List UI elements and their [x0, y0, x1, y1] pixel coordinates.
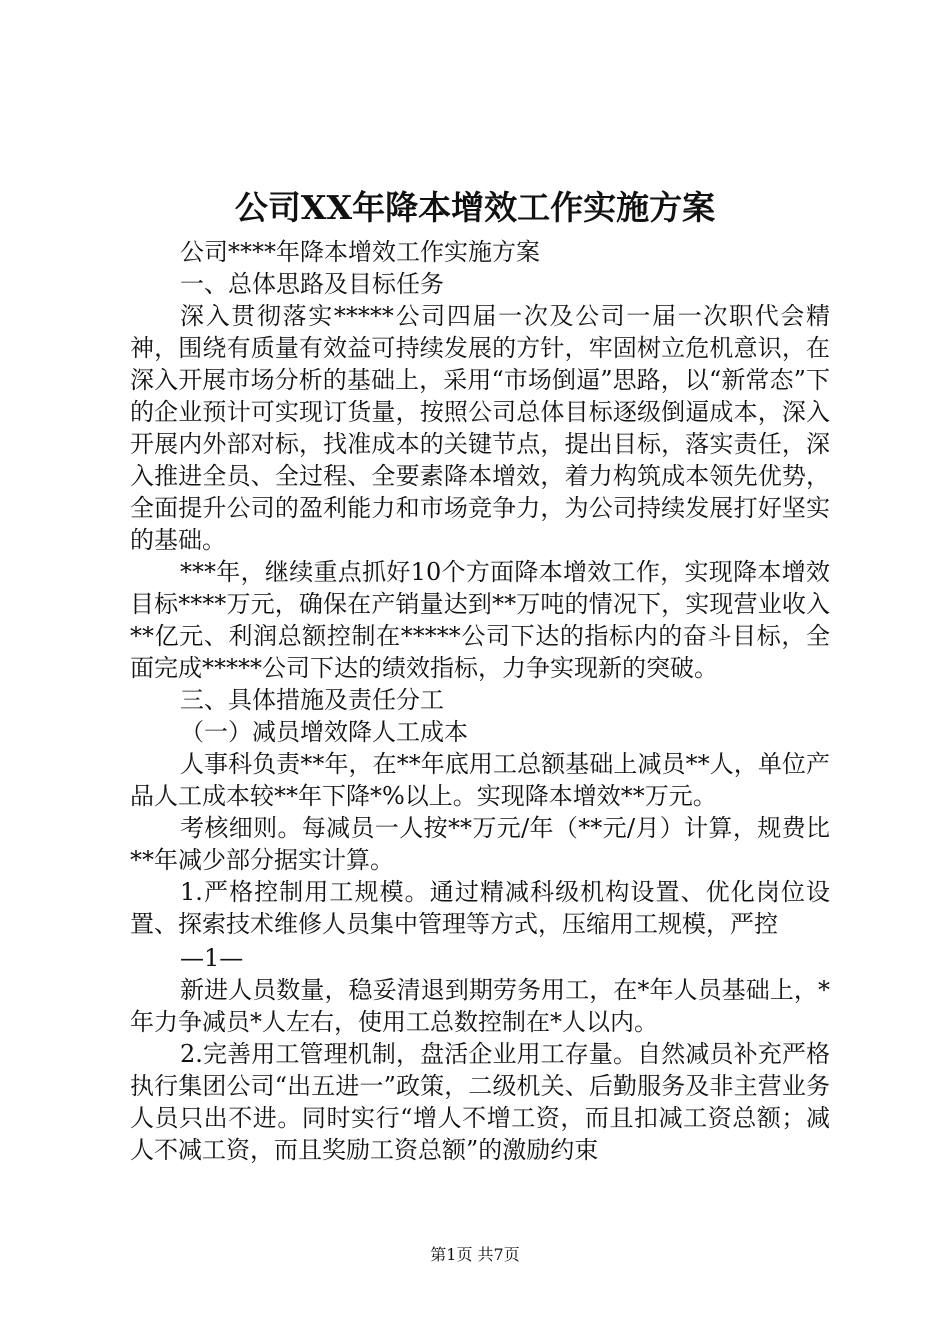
paragraph-heading: 公司****年降本增效工作实施方案 [180, 238, 540, 266]
subsection-heading: （一）减员增效降人工成本 [180, 718, 468, 746]
paragraph: 考核细则。每减员一人按**万元/年（**元/月）计算，规费比**年减少部分据实计算。 [130, 814, 830, 874]
paragraph: 新进人员数量，稳妥清退到期劳务用工，在*年人员基础上，*年力争减员*人左右，使用工总数控制在*人以内。 [130, 976, 830, 1036]
page-footer: 第1页 共7页 [430, 1245, 520, 1264]
paragraph: 深入贯彻落实*****公司四届一次及公司一届一次职代会精神，围绕有质量有效益可持续发展的方针，牢固树立危机意识，在深入开展市场分析的基础上，采用“市场倒逼”思路，以“新常态”下的企业预计可实现订货量，按照公司总体目标逐级倒逼成本，深入开展内外部对标，找准成本的关键节点，提出目标，落实责任，深入推进全员、全过程、全要素降本增效，着力构筑成本领先优势，全面提升公司的盈利能力和市场竞争力，为公司持续发展打好坚实的基础。 [130, 302, 830, 554]
document-title: 公司XX年降本增效工作实施方案 [234, 188, 716, 227]
paragraph: ***年，继续重点抓好10个方面降本增效工作，实现降本增效目标****万元，确保在产销量达到**万吨的情况下，实现营业收入**亿元、利润总额控制在*****公司下达的指标内的奋斗目标，全面完成*****公司下达的绩效指标，力争实现新的突破。 [130, 558, 830, 682]
paragraph: 2.完善用工管理机制，盘活企业用工存量。自然减员补充严格执行集团公司“出五进一”政策，二级机关、后勤服务及非主营业务人员只出不进。同时实行“增人不增工资，而且扣减工资总额；减人不减工资，而且奖励工资总额”的激励约束 [130, 1040, 830, 1164]
section-heading-1: 一、总体思路及目标任务 [180, 270, 444, 298]
paragraph: 1.严格控制用工规模。通过精减科级机构设置、优化岗位设置、探索技术维修人员集中管理等方式，压缩用工规模，严控 [130, 878, 830, 938]
document-body [130, 236, 830, 1166]
paragraph: 人事科负责**年，在**年底用工总额基础上减员**人，单位产品人工成本较**年下降*%以上。实现降本增效**万元。 [130, 750, 830, 810]
inline-page-number: —1— [180, 944, 244, 972]
section-heading-3: 三、具体措施及责任分工 [180, 686, 444, 714]
